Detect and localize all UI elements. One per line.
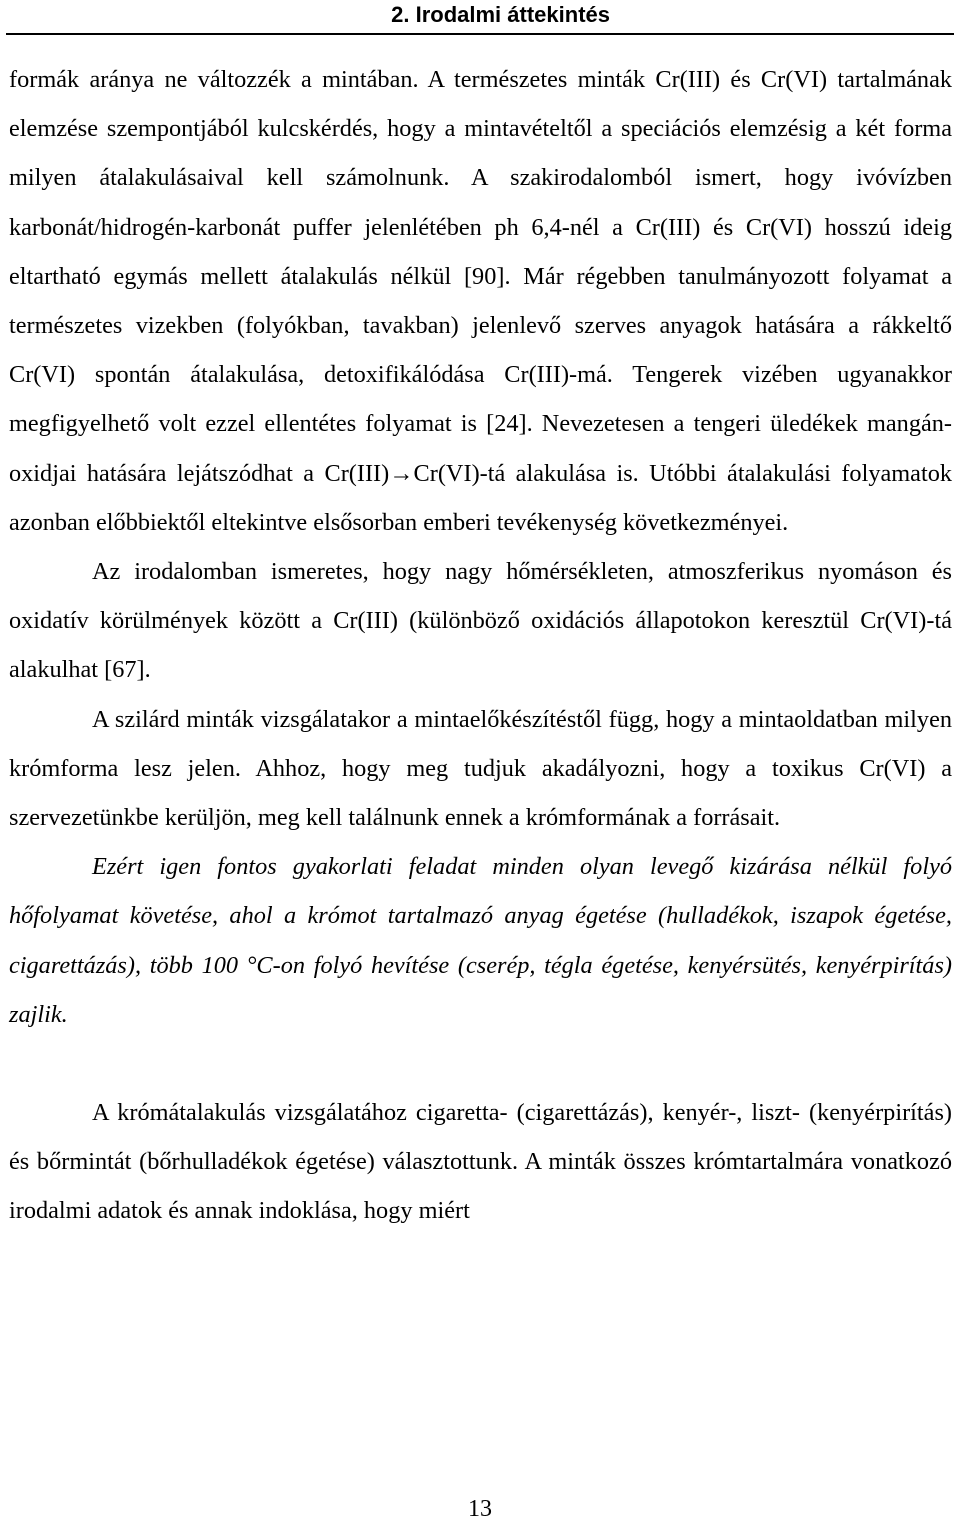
page-number: 13 <box>468 1496 492 1522</box>
paragraph-5: A krómátalakulás vizsgálatához cigaretta- (cigarettázás), kenyér-, liszt- (kenyérpirítás) és bőrmintát (bőrhulladékok égetése) választottunk. A minták összes krómtartalmára vonatkozó irodalmi adatok és annak indoklása, hogy miért <box>9 1099 952 1225</box>
paragraph-2: Az irodalomban ismeretes, hogy nagy hőmérsékleten, atmoszferikus nyomáson és oxidatív körülmények között a Cr(III) (különböző oxidációs állapotokon keresztül Cr(VI)-tá alakulhat [67]. <box>9 558 952 684</box>
paragraph-4-emphasis: Ezért igen fontos gyakorlati feladat minden olyan levegő kizárása nélkül folyó hőfolyamat követése, ahol a krómot tartalmazó anyag égetése (hulladékok, iszapok égetése, cigarettázás), több 100 °C-on folyó hevítése (cserép, tégla égetése, kenyérsütés, kenyérpirítás) zajlik. <box>9 853 952 1028</box>
paragraph-3: A szilárd minták vizsgálatakor a mintaelőkészítéstől függ, hogy a mintaoldatban milyen krómforma lesz jelen. Ahhoz, hogy meg tudjuk akadályozni, hogy a toxikus Cr(VI) a szervezetünkbe kerüljön, meg kell találnunk ennek a krómformának a forrásait. <box>9 705 952 832</box>
section-header: 2. Irodalmi áttekintés <box>391 2 610 27</box>
paragraph-1: formák aránya ne változzék a mintában. A természetes minták Cr(III) és Cr(VI) tartalmának elemzése szempontjából kulcskérdés, hogy a mintavételtől a speciációs elemzésig a két forma milyen átalakulásaival kell számolnunk. A szakirodalomból ismert, hogy ivóvízben karbonát/hidrogén-karbonát puffer jelenlétében ph 6,4-nél a Cr(III) és Cr(VI) hosszú ideig eltartható egymás mellett átalakulás nélkül [90]. Már régebben tanulmányozott folyamat a természetes vizekben (folyókban, tavakban) jelenlevő szerves anyagok hatására a rákkeltő Cr(VI) spontán átalakulása, detoxifikálódása Cr(III)-má. Tengerek vizében ugyanakkor megfigyelhető volt ezzel ellentétes folyamat is [24]. Nevezetesen a tengeri üledékek mangán-oxidjai hatására lejátszódhat a Cr(III)→Cr(VI)-tá alakulása is. Utóbbi átalakulási folyamatok azonban előbbiektől eltekintve elsősorban emberi tevékenység következményei. <box>9 66 952 536</box>
body-text <box>9 55 952 1236</box>
header-rule <box>6 33 954 35</box>
